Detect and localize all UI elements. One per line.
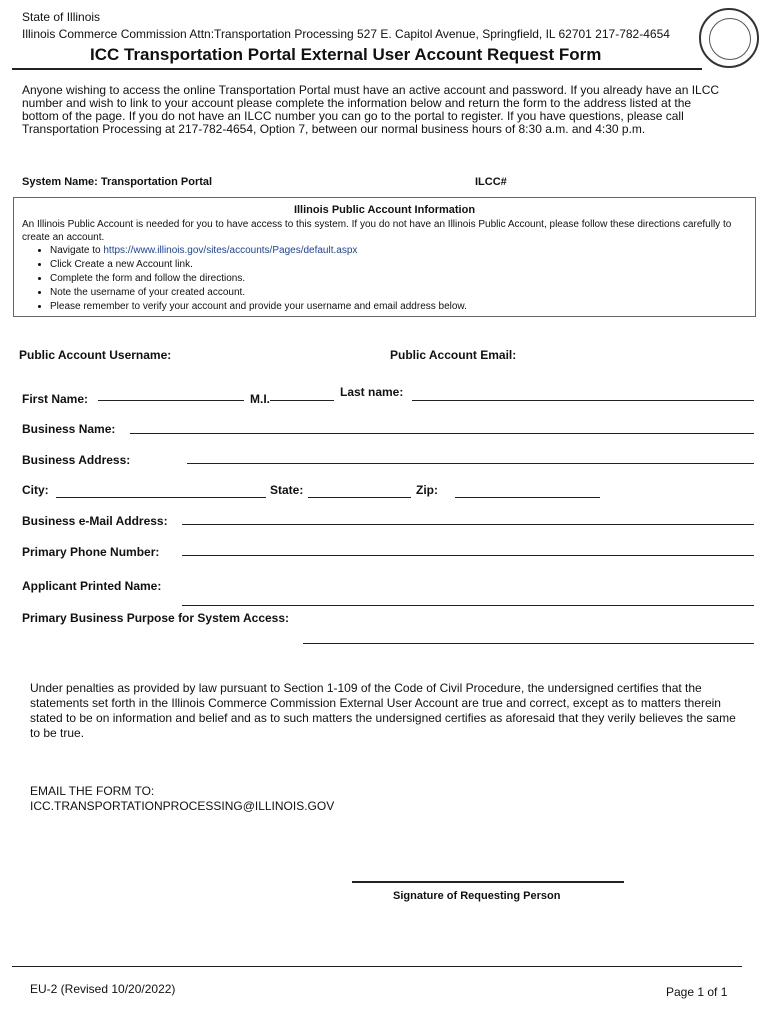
steps-list: [14, 244, 755, 314]
zip-label: Zip:: [416, 483, 438, 497]
header-divider: [12, 68, 702, 70]
business-email-label: Business e-Mail Address:: [22, 514, 168, 528]
state-name: State of Illinois: [22, 10, 101, 24]
purpose-label: Primary Business Purpose for System Access:: [22, 611, 290, 625]
business-name-field[interactable]: [130, 433, 754, 434]
business-name-label: Business Name:: [22, 422, 116, 436]
step-prefix: Navigate to: [50, 245, 104, 256]
zip-field[interactable]: [455, 497, 600, 498]
list-item: • Note the username of your created account.: [50, 286, 755, 300]
phone-field[interactable]: [182, 555, 754, 556]
signature-label: Signature of Requesting Person: [393, 890, 561, 902]
certification-text: Under penalties as provided by law pursuant to Section 1-109 of the Code of Civil Procedure, the undersigned certifies that the statements set forth in the Illinois Commerce Commission External User Account are true and correct, except as to matters therein stated to be on information and belief and as to such matters the undersigned certifies as aforesaid that they verily believes the same to be true.: [30, 681, 736, 740]
first-name-field[interactable]: [98, 400, 244, 401]
email-address[interactable]: ICC.TRANSPORTATIONPROCESSING@ILLINOIS.GOV: [30, 799, 335, 813]
email-label: Public Account Email:: [390, 348, 517, 362]
list-item: [50, 244, 755, 258]
system-name-label: System Name: Transportation Portal: [22, 176, 213, 188]
mi-field[interactable]: [270, 400, 334, 401]
page-title: ICC Transportation Portal External User Account Request Form: [90, 45, 602, 64]
state-seal-icon: [699, 8, 759, 68]
intro-paragraph: Anyone wishing to access the online Transportation Portal must have an active account and password. If you already have an ILCC number and wish to link to your account please complete the information below and return the form to the address listed at the bottom of the page. If you do not have an ILCC number you can go to the portal to register. If you have questions, please call Transportation Processing at 217-782-4654, Option 7, between our normal business hours of 8:30 a.m. and 4:30 p.m.: [22, 83, 720, 136]
city-label: City:: [22, 483, 49, 497]
accounts-link[interactable]: https://www.illinois.gov/sites/accounts/Pages/default.aspx: [103, 245, 358, 256]
list-item: • Complete the form and follow the directions.: [50, 272, 755, 286]
purpose-field[interactable]: [303, 643, 754, 644]
email-form-to-label: EMAIL THE FORM TO:: [30, 784, 155, 798]
phone-label: Primary Phone Number:: [22, 545, 160, 559]
ilcc-label: ILCC#: [475, 176, 507, 188]
list-item: • Click Create a new Account link.: [50, 258, 755, 272]
state-label: State:: [270, 483, 304, 497]
business-address-label: Business Address:: [22, 453, 131, 467]
username-label: Public Account Username:: [19, 348, 172, 362]
last-name-label: Last name:: [340, 385, 404, 399]
state-field[interactable]: [308, 497, 411, 498]
form-id: EU-2 (Revised 10/20/2022): [30, 982, 176, 996]
public-account-info-box: [13, 197, 756, 317]
last-name-field[interactable]: [412, 400, 754, 401]
applicant-name-label: Applicant Printed Name:: [22, 579, 162, 593]
list-item: • Please remember to verify your account and provide your username and email address below.: [50, 300, 755, 314]
applicant-name-field[interactable]: [182, 605, 754, 606]
business-address-field[interactable]: [187, 463, 754, 464]
page-number: Page 1 of 1: [666, 985, 728, 999]
footer-divider: [12, 966, 742, 967]
city-field[interactable]: [56, 497, 266, 498]
first-name-label: First Name:: [22, 392, 89, 406]
signature-line[interactable]: [352, 881, 624, 883]
agency-address: Illinois Commerce Commission Attn:Transportation Processing 527 E. Capitol Avenue, Springfield, IL 62701 217-782-4654: [22, 27, 670, 41]
public-account-description: An Illinois Public Account is needed for you to have access to this system. If you do not have an Illinois Public Account, please follow these directions carefully to create an account.: [22, 219, 732, 243]
business-email-field[interactable]: [182, 524, 754, 525]
public-account-heading: Illinois Public Account Information: [293, 204, 476, 216]
mi-label: M.I.: [250, 392, 270, 406]
